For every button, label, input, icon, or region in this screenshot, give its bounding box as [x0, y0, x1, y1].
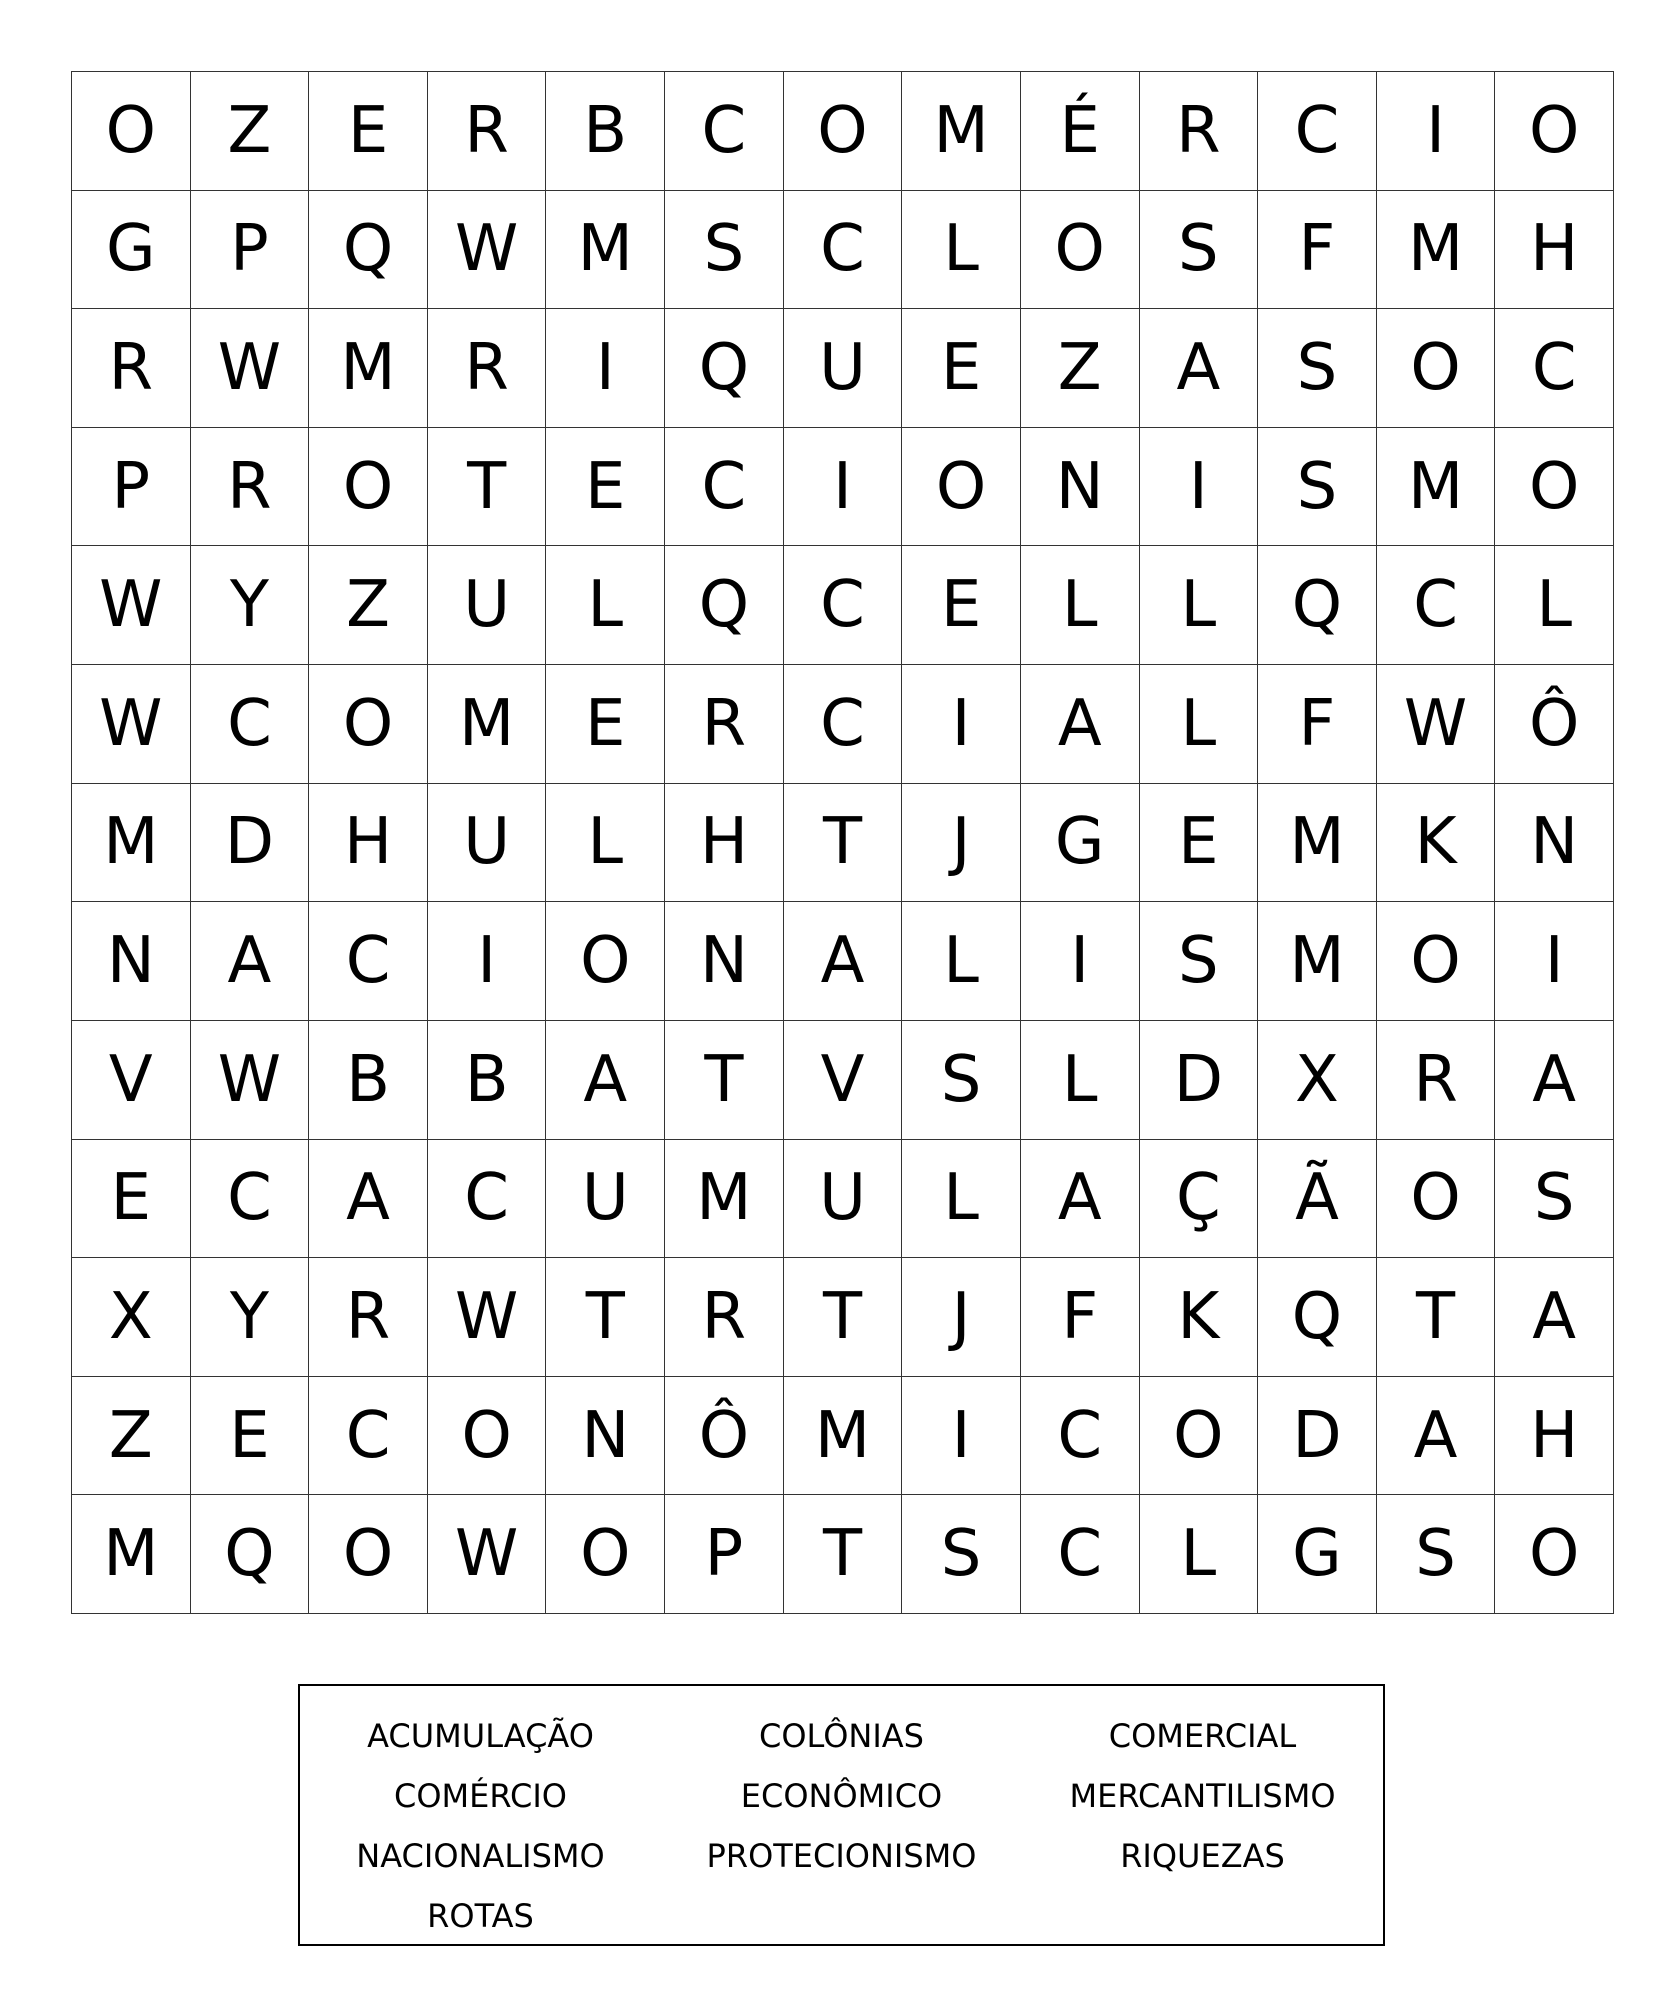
grid-cell[interactable]: M [1377, 428, 1496, 547]
grid-cell[interactable]: R [665, 1258, 784, 1377]
grid-cell[interactable]: L [546, 784, 665, 903]
grid-cell[interactable]: C [191, 665, 310, 784]
grid-cell[interactable]: M [309, 309, 428, 428]
grid-cell[interactable]: P [191, 191, 310, 310]
grid-cell[interactable]: L [1140, 665, 1259, 784]
grid-cell[interactable]: O [428, 1377, 547, 1496]
grid-cell[interactable]: L [1140, 1495, 1259, 1614]
grid-cell[interactable]: W [428, 1258, 547, 1377]
grid-cell[interactable]: A [1377, 1377, 1496, 1496]
grid-cell[interactable]: C [309, 902, 428, 1021]
grid-cell[interactable]: S [665, 191, 784, 310]
grid-cell[interactable]: O [72, 72, 191, 191]
grid-cell[interactable]: M [1258, 902, 1377, 1021]
grid-cell[interactable]: T [784, 1258, 903, 1377]
grid-cell[interactable]: I [1140, 428, 1259, 547]
word-item: MERCANTILISMO [1069, 1777, 1336, 1815]
grid-cell[interactable]: T [1377, 1258, 1496, 1377]
grid-cell[interactable]: K [1377, 784, 1496, 903]
grid-cell[interactable]: F [1021, 1258, 1140, 1377]
grid-cell[interactable]: D [191, 784, 310, 903]
grid-cell[interactable]: J [902, 784, 1021, 903]
grid-cell[interactable]: Z [1021, 309, 1140, 428]
grid-cell[interactable]: Ç [1140, 1140, 1259, 1259]
word-item: COMERCIAL [1108, 1717, 1297, 1755]
grid-cell[interactable]: S [1258, 309, 1377, 428]
grid-cell[interactable]: K [1140, 1258, 1259, 1377]
grid-cell[interactable]: M [546, 191, 665, 310]
grid-cell[interactable]: R [1377, 1021, 1496, 1140]
grid-cell[interactable]: H [1495, 191, 1614, 310]
grid-cell[interactable]: R [665, 665, 784, 784]
grid-cell[interactable]: W [428, 1495, 547, 1614]
grid-cell[interactable]: O [309, 428, 428, 547]
grid-cell[interactable]: W [191, 309, 310, 428]
grid-cell[interactable]: Q [665, 546, 784, 665]
grid-cell[interactable]: O [784, 72, 903, 191]
grid-cell[interactable]: W [1377, 665, 1496, 784]
grid-cell[interactable]: C [1495, 309, 1614, 428]
word-bank-column [300, 1706, 661, 1946]
grid-cell[interactable]: Q [665, 309, 784, 428]
grid-cell[interactable]: U [784, 1140, 903, 1259]
grid-cell[interactable]: É [1021, 72, 1140, 191]
grid-cell[interactable]: L [902, 1140, 1021, 1259]
grid-cell[interactable]: C [784, 546, 903, 665]
grid-cell[interactable]: B [309, 1021, 428, 1140]
grid-cell[interactable]: E [546, 428, 665, 547]
grid-cell[interactable]: Y [191, 1258, 310, 1377]
grid-cell[interactable]: R [428, 72, 547, 191]
word-item: ROTAS [427, 1897, 534, 1935]
grid-cell[interactable]: N [72, 902, 191, 1021]
grid-cell[interactable]: M [665, 1140, 784, 1259]
grid-cell[interactable]: Q [1258, 1258, 1377, 1377]
grid-cell[interactable]: C [665, 72, 784, 191]
grid-cell[interactable]: W [191, 1021, 310, 1140]
word-bank [298, 1684, 1385, 1946]
grid-cell[interactable]: T [665, 1021, 784, 1140]
grid-cell[interactable]: L [1495, 546, 1614, 665]
grid-cell[interactable]: T [428, 428, 547, 547]
grid-cell[interactable]: S [1258, 428, 1377, 547]
grid-cell[interactable]: G [1021, 784, 1140, 903]
grid-cell[interactable]: C [784, 665, 903, 784]
grid-cell[interactable]: O [1021, 191, 1140, 310]
grid-cell[interactable]: R [191, 428, 310, 547]
grid-cell[interactable]: Z [191, 72, 310, 191]
grid-cell[interactable]: M [902, 72, 1021, 191]
grid-cell[interactable]: I [1495, 902, 1614, 1021]
grid-cell[interactable]: A [1495, 1021, 1614, 1140]
word-bank-column [1022, 1706, 1383, 1946]
grid-cell[interactable]: I [902, 1377, 1021, 1496]
grid-cell[interactable]: W [72, 546, 191, 665]
grid-cell[interactable]: C [784, 191, 903, 310]
grid-cell[interactable]: L [1140, 546, 1259, 665]
grid-cell[interactable]: N [1495, 784, 1614, 903]
grid-cell[interactable]: U [784, 309, 903, 428]
grid-cell[interactable]: C [665, 428, 784, 547]
grid-cell[interactable]: T [784, 784, 903, 903]
word-bank-column [661, 1706, 1022, 1946]
grid-cell[interactable]: C [1021, 1377, 1140, 1496]
grid-cell[interactable]: R [72, 309, 191, 428]
grid-cell[interactable]: S [1377, 1495, 1496, 1614]
grid-cell[interactable]: G [72, 191, 191, 310]
grid-cell[interactable]: E [902, 546, 1021, 665]
grid-cell[interactable]: V [72, 1021, 191, 1140]
grid-cell[interactable]: Ô [665, 1377, 784, 1496]
grid-cell[interactable]: B [546, 72, 665, 191]
grid-cell[interactable]: I [1021, 902, 1140, 1021]
grid-cell[interactable]: S [902, 1021, 1021, 1140]
grid-cell[interactable]: Q [1258, 546, 1377, 665]
grid-cell[interactable]: N [1021, 428, 1140, 547]
grid-cell[interactable]: I [784, 428, 903, 547]
grid-cell[interactable]: M [784, 1377, 903, 1496]
grid-cell[interactable]: O [546, 902, 665, 1021]
grid-cell[interactable]: H [665, 784, 784, 903]
grid-cell[interactable]: Y [191, 546, 310, 665]
grid-cell[interactable]: T [784, 1495, 903, 1614]
grid-cell[interactable]: M [1377, 191, 1496, 310]
grid-cell[interactable]: L [546, 546, 665, 665]
grid-cell[interactable]: U [546, 1140, 665, 1259]
grid-cell[interactable]: E [1140, 784, 1259, 903]
grid-cell[interactable]: J [902, 1258, 1021, 1377]
grid-cell[interactable]: W [72, 665, 191, 784]
grid-cell[interactable]: A [191, 902, 310, 1021]
grid-cell[interactable]: Z [309, 546, 428, 665]
grid-cell[interactable]: G [1258, 1495, 1377, 1614]
grid-cell[interactable]: Q [309, 191, 428, 310]
grid-cell[interactable]: C [1258, 72, 1377, 191]
grid-cell[interactable]: S [902, 1495, 1021, 1614]
grid-cell[interactable]: I [546, 309, 665, 428]
grid-cell[interactable]: E [72, 1140, 191, 1259]
grid-cell[interactable]: U [428, 784, 547, 903]
grid-cell[interactable]: R [428, 309, 547, 428]
grid-cell[interactable]: A [1495, 1258, 1614, 1377]
grid-cell[interactable]: O [1495, 1495, 1614, 1614]
grid-cell[interactable]: C [1377, 546, 1496, 665]
grid-cell[interactable]: A [309, 1140, 428, 1259]
grid-cell[interactable]: P [72, 428, 191, 547]
grid-cell[interactable]: A [546, 1021, 665, 1140]
grid-cell[interactable]: M [72, 784, 191, 903]
grid-cell[interactable]: R [309, 1258, 428, 1377]
word-item: ECONÔMICO [740, 1777, 943, 1815]
grid-cell[interactable]: C [309, 1377, 428, 1496]
grid-cell[interactable]: E [191, 1377, 310, 1496]
grid-cell[interactable]: L [1021, 546, 1140, 665]
grid-cell[interactable]: O [902, 428, 1021, 547]
word-item: RIQUEZAS [1120, 1837, 1285, 1875]
grid-cell[interactable]: E [309, 72, 428, 191]
grid-cell[interactable]: N [546, 1377, 665, 1496]
grid-cell[interactable]: A [1021, 665, 1140, 784]
grid-cell[interactable]: Q [191, 1495, 310, 1614]
grid-cell[interactable]: T [546, 1258, 665, 1377]
word-item: COLÔNIAS [759, 1717, 924, 1755]
grid-cell[interactable]: A [1140, 309, 1259, 428]
grid-cell[interactable]: O [1495, 72, 1614, 191]
grid-cell[interactable]: O [1377, 309, 1496, 428]
grid-cell[interactable]: I [1377, 72, 1496, 191]
grid-cell[interactable]: Z [72, 1377, 191, 1496]
grid-cell[interactable]: O [1377, 1140, 1496, 1259]
grid-cell[interactable]: S [1495, 1140, 1614, 1259]
grid-cell[interactable]: M [1258, 784, 1377, 903]
grid-cell[interactable]: D [1140, 1021, 1259, 1140]
grid-cell[interactable]: H [1495, 1377, 1614, 1496]
grid-cell[interactable]: E [546, 665, 665, 784]
grid-cell[interactable]: L [902, 902, 1021, 1021]
grid-cell[interactable]: V [784, 1021, 903, 1140]
grid-cell[interactable]: D [1258, 1377, 1377, 1496]
grid-cell[interactable]: Ô [1495, 665, 1614, 784]
grid-cell[interactable]: O [309, 1495, 428, 1614]
word-item: NACIONALISMO [356, 1837, 605, 1875]
grid-cell[interactable]: O [546, 1495, 665, 1614]
grid-cell[interactable]: F [1258, 191, 1377, 310]
grid-cell[interactable]: S [1140, 191, 1259, 310]
grid-cell[interactable]: C [1021, 1495, 1140, 1614]
grid-cell[interactable]: R [1140, 72, 1259, 191]
grid-cell[interactable]: O [1377, 902, 1496, 1021]
grid-cell[interactable]: L [1021, 1021, 1140, 1140]
grid-cell[interactable]: H [309, 784, 428, 903]
letter-grid [71, 71, 1614, 1614]
grid-cell[interactable]: A [784, 902, 903, 1021]
grid-cell[interactable]: F [1258, 665, 1377, 784]
grid-cell[interactable]: M [428, 665, 547, 784]
grid-cell[interactable]: I [428, 902, 547, 1021]
grid-cell[interactable]: U [428, 546, 547, 665]
grid-cell[interactable]: O [1495, 428, 1614, 547]
word-item: COMÉRCIO [394, 1777, 567, 1815]
grid-cell[interactable]: Ã [1258, 1140, 1377, 1259]
grid-cell[interactable]: A [1021, 1140, 1140, 1259]
grid-cell[interactable]: O [1140, 1377, 1259, 1496]
grid-cell[interactable]: C [428, 1140, 547, 1259]
grid-cell[interactable]: L [902, 191, 1021, 310]
word-item: ACUMULAÇÃO [367, 1717, 594, 1755]
grid-cell[interactable]: E [902, 309, 1021, 428]
grid-cell[interactable]: M [72, 1495, 191, 1614]
word-item: PROTECIONISMO [706, 1837, 977, 1875]
grid-cell[interactable]: I [902, 665, 1021, 784]
grid-cell[interactable]: B [428, 1021, 547, 1140]
grid-cell[interactable]: O [309, 665, 428, 784]
grid-cell[interactable]: P [665, 1495, 784, 1614]
grid-cell[interactable]: X [1258, 1021, 1377, 1140]
grid-cell[interactable]: C [191, 1140, 310, 1259]
grid-cell[interactable]: S [1140, 902, 1259, 1021]
grid-cell[interactable]: N [665, 902, 784, 1021]
grid-cell[interactable]: W [428, 191, 547, 310]
grid-cell[interactable]: X [72, 1258, 191, 1377]
